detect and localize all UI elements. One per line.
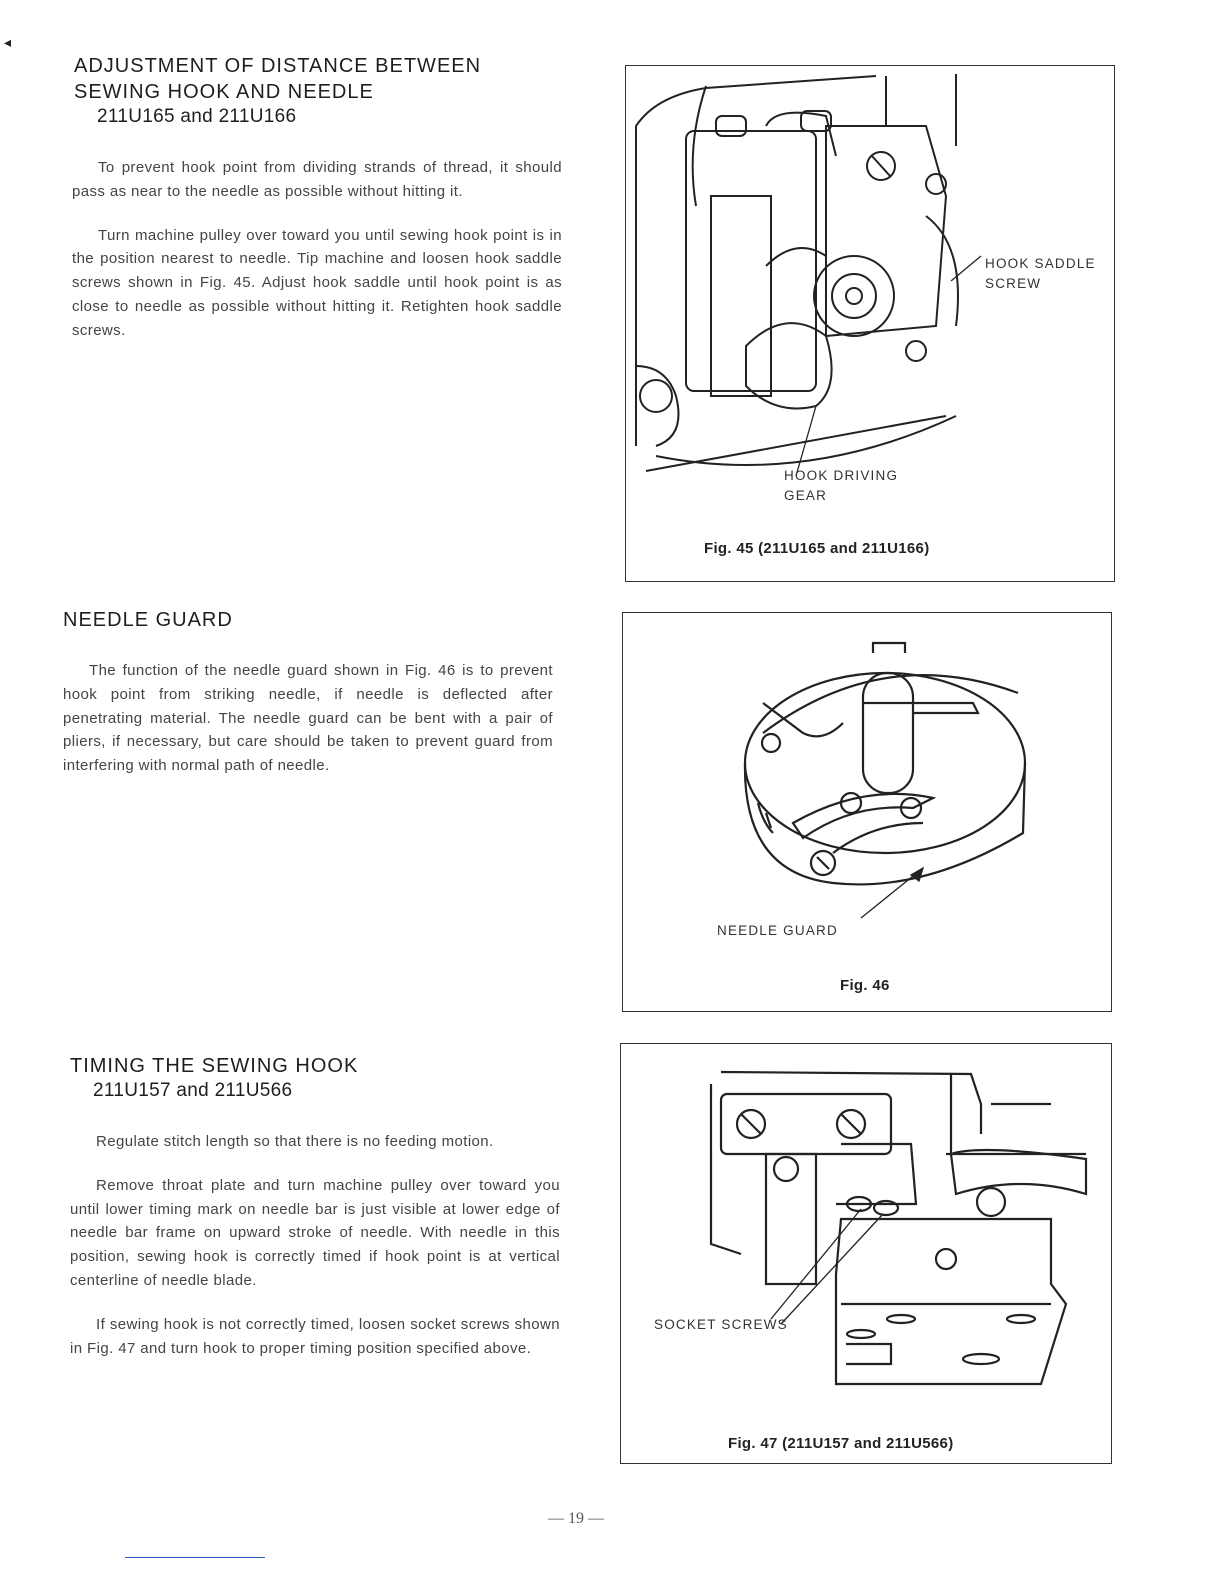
section-models-adjustment: 211U165 and 211U166 [97, 106, 297, 127]
section-title-needle-guard: NEEDLE GUARD [63, 609, 233, 631]
figure-45 [625, 65, 1115, 582]
page-number: — 19 — [548, 1510, 604, 1527]
title-line-2: SEWING HOOK AND NEEDLE [74, 81, 374, 103]
section-title-timing: TIMING THE SEWING HOOK [70, 1055, 359, 1077]
callout-socket-screws: SOCKET SCREWS [654, 1317, 788, 1332]
figure-caption: Fig. 46 [840, 977, 890, 994]
paragraph: If sewing hook is not correctly timed, loosen socket screws shown in Fig. 47 and turn hook to proper timing position specified above. [70, 1315, 560, 1357]
socket-screws-illustration [621, 1044, 1113, 1465]
figure-46 [622, 612, 1112, 1012]
paragraph: The function of the needle guard shown in Fig. 46 is to prevent hook point from striking needle, if needle is deflected after penetrating material. The needle guard can be bent with a pair of pliers, if necessary, but care should be taken to prevent guard from interfering with normal path of needle. [63, 662, 553, 775]
callout-hook-saddle-screw: HOOK SADDLE SCREW [985, 256, 1096, 291]
divider [125, 1557, 265, 1558]
section-body-needle-guard [63, 659, 553, 798]
paragraph: Regulate stitch length so that there is no feeding motion. [96, 1133, 494, 1150]
paragraph: To prevent hook point from dividing strands of thread, it should pass as near to the needle as possible without hitting it. [72, 159, 562, 200]
section-title-adjustment [74, 53, 481, 105]
figure-caption: Fig. 47 (211U157 and 211U566) [728, 1435, 954, 1452]
paragraph: Remove throat plate and turn machine pulley over toward you until lower timing mark on needle bar is just visible at lower edge of needle bar frame on upward stroke of needle. With needle in this position, sewing hook is correctly timed if hook point is at vertical centerline of needle blade. [70, 1176, 560, 1289]
title-line-1: ADJUSTMENT OF DISTANCE BETWEEN [74, 55, 482, 77]
figure-47 [620, 1043, 1112, 1464]
callout-hook-driving-gear: HOOK DRIVING GEAR [784, 468, 899, 503]
sewing-hook-illustration [623, 613, 1113, 1013]
scan-mark: ◂ [4, 34, 12, 50]
section-body-adjustment [72, 156, 562, 363]
figure-caption: Fig. 45 (211U165 and 211U166) [704, 540, 930, 557]
section-body-timing [70, 1130, 560, 1380]
paragraph: Turn machine pulley over toward you until sewing hook point is in the position nearest to needle. Tip machine and loosen hook saddle screws shown in Fig. 45. Adjust hook saddle until hook point is as close to needle as possible without hitting it. Retighten hook saddle screws. [72, 226, 562, 339]
callout-needle-guard: NEEDLE GUARD [717, 923, 838, 938]
section-models-timing: 211U157 and 211U566 [93, 1080, 293, 1101]
